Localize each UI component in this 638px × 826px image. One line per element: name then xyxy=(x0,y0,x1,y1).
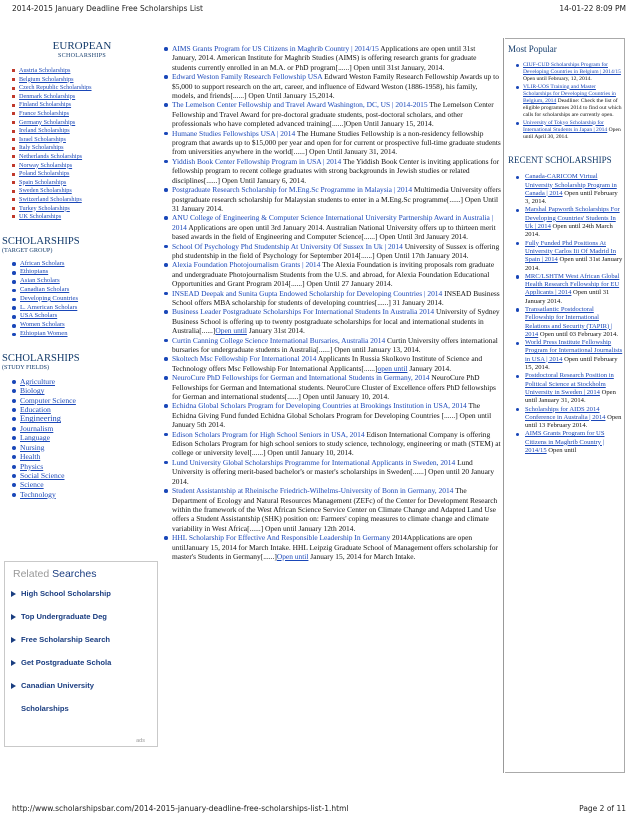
scholarship-description: Curtin University offers international bursaries for undergraduate students in Australia[......] Open until January 13, 2014. xyxy=(172,335,498,354)
study-field-link[interactable]: Technology xyxy=(12,490,158,499)
recent-scholarship-item xyxy=(516,306,624,339)
recent-scholarship-link[interactable]: World Press Institute Fellowship Program for International Journalists in USA | 2014 xyxy=(525,339,623,363)
recent-scholarship-deadline: Open until 03 February 2014. xyxy=(538,330,619,338)
target-group-link[interactable]: Ethiopian Women xyxy=(12,330,158,339)
recent-scholarship-item xyxy=(516,406,624,431)
scholarship-description: 2014Applications are open untilJanuary 15, 2014 for March Intake. HHL Leipzig Graduate School of Management offers scholarship for master's Students in Germany[......] xyxy=(172,533,498,561)
scholarship-entry xyxy=(163,401,501,429)
scholarship-entry xyxy=(163,213,501,241)
scholarship-description: The Humane Studies Fellowship is a non-residency fellowship program that awards up to $15,000 per year and open for for current or prospective full-time graduate students from universities anywhere in the world[......] Open Until January 31, 2014. xyxy=(172,128,501,157)
scholarship-description: Applications are open until 31st January, 2014. American Institute for Maghrib Studies (AIMS) is offering research grants for graduate students currently enrolled in an M.A. or PhD program[......] Open until 31st January, 2014. xyxy=(172,44,477,72)
recent-scholarship-item xyxy=(516,173,624,206)
recent-scholarship-item xyxy=(516,206,624,239)
scholarship-entry xyxy=(163,129,501,157)
european-scholarship-link[interactable]: Norway Scholarships xyxy=(12,162,158,171)
recent-scholarship-deadline: Open until 31 January 2014. xyxy=(525,289,610,305)
scholarship-description: The Lemelson Center Fellowship and Travel Award for pre-doctoral graduate students, post-doctoral scholars, and other professionals who have completed advanced training[......]Open Until January 15, 2014. xyxy=(172,100,494,129)
target-group-link[interactable]: Asian Scholars xyxy=(12,277,158,286)
european-scholarship-link[interactable]: Belgium Scholarships xyxy=(12,76,158,85)
recent-scholarship-link[interactable]: Marshal Papworth Scholarships For Developing Countries' Students In Uk | 2014 xyxy=(525,206,620,231)
recent-scholarship-deadline: Open until 31st January 2014. xyxy=(525,256,623,272)
study-field-link[interactable]: Physics xyxy=(12,462,158,471)
scholarship-title-link[interactable]: Lund University Global Scholarships Programme for International Applicants in Sweden, 2014 xyxy=(172,457,456,467)
related-search-link[interactable]: Canadian University xyxy=(5,681,157,704)
recent-scholarship-item xyxy=(516,430,624,455)
scholarship-entry xyxy=(163,242,501,261)
study-field-link[interactable]: Social Science xyxy=(12,471,158,480)
open-until-link[interactable]: open until xyxy=(377,363,408,373)
related-search-link[interactable]: Top Undergraduate Deg xyxy=(5,612,157,635)
most-popular-deadline: Deadline: Check the list of eligible programmes 2014 to find out which calls for scholarships are currently open. xyxy=(523,98,622,119)
scholarship-entry xyxy=(163,44,501,72)
scholarship-entry xyxy=(163,289,501,308)
most-popular-deadline: Open until February, 12, 2014. xyxy=(523,76,592,83)
recent-scholarship-item xyxy=(516,240,624,273)
recent-list xyxy=(516,173,624,455)
recent-scholarship-link[interactable]: Fully Funded Phd Positions At University Carlos Iii Of Madrid In Spain | 2014 xyxy=(525,239,617,264)
scholarship-entry xyxy=(163,430,501,458)
scholarship-title-link[interactable]: Skoltech Msc Fellowship For International 2014 xyxy=(172,354,317,364)
target-group-link[interactable]: Canadian Scholars xyxy=(12,286,158,295)
scholarship-entry xyxy=(163,185,501,213)
related-search-link[interactable]: Free Scholarship Search xyxy=(5,635,157,658)
scholarship-description: The Echidna Giving Fund funded Echidna Global Scholars Program for Developing Countries [......] Open until January 5th 2014. xyxy=(172,401,492,430)
scholarship-deadline: January 2014. xyxy=(407,363,452,373)
scholarship-title-link[interactable]: Business Leader Postgraduate Scholarships For International Students In Australia 2014 xyxy=(172,307,435,317)
scholarship-title-link[interactable]: Humane Studies Fellowships USA | 2014 xyxy=(172,128,296,138)
scholarship-description: INSEAD Business School offers MBA scholarship for students of developing countries[......] 31 January 2014. xyxy=(172,288,500,307)
most-popular-link[interactable]: VLIR-UOS Training and Master Scholarships for Developing Countries in Belgium, 2014 xyxy=(523,83,616,105)
scholarship-title-link[interactable]: NeuroCure PhD Fellowships for German and International Students in Germany, 2014 xyxy=(172,373,430,383)
target-group-link[interactable]: African Scholars xyxy=(12,260,158,269)
recent-heading: RECENT SCHOLARSHIPS xyxy=(508,155,612,166)
study-field-link[interactable]: Language xyxy=(12,433,158,442)
study-field-link[interactable]: Computer Science xyxy=(12,396,158,405)
european-scholarship-link[interactable]: Denmark Scholarships xyxy=(12,93,158,102)
target-group-subheading: (TARGET GROUP) xyxy=(2,246,53,254)
scholarship-entry xyxy=(163,486,501,533)
target-group-list xyxy=(12,260,158,339)
most-popular-link[interactable]: CIUF-CUD Scholarships Program for Developing Countries in Belgium | 2014/15 xyxy=(523,62,621,76)
european-scholarship-link[interactable]: Israel Scholarships xyxy=(12,136,158,145)
study-fields-subheading: (STUDY FIELDS) xyxy=(2,363,50,371)
scholarship-title-link[interactable]: Student Assistantship at Rheinische Friedrich-Wilhelms-University of Bonn in Germany, 2014 xyxy=(172,486,454,496)
scholarship-title-link[interactable]: Edison Scholars Program for High School Seniors in USA, 2014 xyxy=(172,429,365,439)
recent-scholarship-deadline: Open until February 3, 2014. xyxy=(525,189,618,206)
left-sidebar xyxy=(0,40,158,499)
scholarship-description: University of Sydney Business School is offering up to twenty postgraduate scholarships for local and international students in Australia[......] xyxy=(172,307,500,336)
recent-scholarship-deadline: Open until 24th March 2014. xyxy=(525,223,613,239)
scholarship-description: The Department of Ecology and Natural Resources Management (ZEFc) of the Center for Development Research within the framework of the West African Science Service Center on Climate Change and Adapted Land Use offers a Student Assistantship (SHK) position on: Farmers' coping measures to climate change and climate variability in West Africa[......] Open until January 12th 2014. xyxy=(172,486,498,533)
target-group-link[interactable]: Women Scholars xyxy=(12,321,158,330)
print-url: http://www.scholarshipsbar.com/2014-2015-january-deadline-free-scholarships-list-1.html xyxy=(12,804,349,813)
european-scholarship-link[interactable]: Switzerland Scholarships xyxy=(12,196,122,205)
scholarship-title-link[interactable]: Echidna Global Scholars Program for Developing Countries at Brookings Institution in USA, 2014 xyxy=(172,401,467,411)
scholarship-description: Applications are open until 3rd January 2014. Australian National University offers up to thirteen merit based awards in the field of Engineering and Computer Science[......] Open Until 3rd January 2014. xyxy=(172,222,496,242)
recent-scholarship-link[interactable]: Postdoctoral Research Position in Political Science at Stockholm University in Sweden | 2014 xyxy=(525,372,614,396)
european-scholarship-link[interactable]: Czech Republic Scholarships xyxy=(12,84,122,93)
study-field-link[interactable]: Health xyxy=(12,452,158,461)
scholarship-title-link[interactable]: Yiddish Book Center Fellowship Program in USA | 2014 xyxy=(172,156,342,166)
study-field-link[interactable]: Education xyxy=(12,405,158,414)
european-scholarship-link[interactable]: UK Scholarships xyxy=(12,213,158,222)
scholarship-title-link[interactable]: Alexia Foundation Photojournalism Grants | 2014 xyxy=(172,260,321,270)
study-fields-list xyxy=(12,377,158,499)
recent-scholarship-deadline: Open until February 15, 2014. xyxy=(525,355,618,372)
scholarship-title-link[interactable]: School Of Psychology Phd Studentship At University Of Sussex In Uk | 2014 xyxy=(172,241,403,251)
scholarship-title-link[interactable]: ANU College of Engineering & Computer Science International University Partnership Award in Australia | 2014 xyxy=(172,213,494,232)
scholarship-description: NeuroCure PhD Fellowships for German and International students. NeuroCure Cluster of Excellence offers PhD fellowships for German and international students[......] Open until January 10, 2014. xyxy=(172,373,496,402)
scholarship-list xyxy=(163,44,501,561)
european-scholarship-link[interactable]: France Scholarships xyxy=(12,110,158,119)
european-scholarship-link[interactable]: Turkey Scholarships xyxy=(12,205,158,214)
study-field-link[interactable]: Biology xyxy=(12,386,158,395)
recent-scholarship-link[interactable]: Canada-CARICOM Virtual University Scholarship Program in Canada | 2014 xyxy=(525,173,617,197)
target-group-link[interactable]: USA Scholars xyxy=(12,312,158,321)
scholarship-description: Edward Weston Family Research Fellowship Awards up to $5,000 to support research on the art, career, and influence of Edward Weston (1886-1958), his family, models, and friends[......] Open Until January 15,2014. xyxy=(172,72,499,101)
related-searches-list xyxy=(5,589,157,727)
most-popular-item xyxy=(516,120,624,142)
scholarship-title-link[interactable]: Postgraduate Research Scholarship for M.Eng.Sc Programme in Malaysia | 2014 xyxy=(172,185,413,195)
european-list xyxy=(12,67,158,222)
recent-scholarship-link[interactable]: Scholarships for AIDS 2014 Conference in Australia | 2014 xyxy=(525,405,606,421)
scholarship-description: University of Sussex is offering phd studentship in the field of Psychology for September 2014[......] Open Until 17th January 2014. xyxy=(172,241,500,260)
european-scholarship-link[interactable]: Netherlands Scholarships xyxy=(12,153,122,162)
european-scholarship-link[interactable]: Ireland Scholarships xyxy=(12,127,158,136)
scholarship-title-link[interactable]: The Lemelson Center Fellowship and Travel Award Washington, DC, US | 2014-2015 xyxy=(172,100,428,110)
european-scholarship-link[interactable]: Sweden Scholarships xyxy=(12,187,158,196)
target-group-heading: SCHOLARSHIPS xyxy=(2,235,80,247)
recent-scholarship-item xyxy=(516,339,624,372)
recent-scholarship-link[interactable]: AIMS Grants Program for US Citizens in Maghrib Country | 2014/15 xyxy=(525,430,605,455)
print-footer xyxy=(12,804,626,816)
study-field-link[interactable]: Agriculture xyxy=(12,377,158,386)
scholarship-title-link[interactable]: Edward Weston Family Research Fellowship USA xyxy=(172,72,323,82)
most-popular-link[interactable]: University of Tokyo Scholarship for International Students in Japan | 2014 xyxy=(523,119,608,133)
study-field-link[interactable]: Nursing xyxy=(12,443,158,452)
most-popular-heading: Most Popular xyxy=(508,44,557,54)
study-fields-heading: SCHOLARSHIPS xyxy=(2,352,80,364)
scholarship-title-link[interactable]: HHL Scholarship For Effective And Responsible Leadership In Germany xyxy=(172,533,391,543)
recent-scholarship-item xyxy=(516,273,624,306)
scholarship-description: Multimedia University offers postgraduate research scholarship for Malaysian students to enter in a M.Eng.Sc programme[......] Open Until 31 January 2014. xyxy=(172,185,501,213)
scholarship-description: The Alexia Foundation is inviting proposals rom graduate and undergraduate Photojournalism Students from the U.S. and abroad, for Alexia Foundation Educational Opportunities and Grant Program 2014[......] Open Until 27 January 2014. xyxy=(172,260,495,289)
recent-scholarship-link[interactable]: MRC/LSHTM West African Global Health Research Fellowship for EU Applicants | 2014 xyxy=(525,272,620,297)
target-group-link[interactable]: L. American Scholars xyxy=(12,304,158,313)
recent-scholarship-item xyxy=(516,372,624,405)
open-until-link[interactable]: Open until xyxy=(215,326,247,336)
study-field-link[interactable]: Journalism xyxy=(12,424,158,433)
recent-scholarship-deadline: Open until xyxy=(546,447,577,455)
print-header xyxy=(12,4,626,16)
print-page-number: Page 2 of 11 xyxy=(579,804,626,813)
scholarship-entry xyxy=(163,307,501,335)
most-popular-deadline: Open until April 30, 2014. xyxy=(523,126,621,141)
scholarship-description: Edison International Company is offering Edison Scholars Program for high school seniors to study science, technology, engineering or math (STEM) at college or university level[......] Open until January 10, 2014. xyxy=(172,429,501,458)
european-heading: EUROPEAN xyxy=(52,40,112,52)
related-search-link[interactable]: Scholarships xyxy=(21,704,69,713)
target-group-link[interactable]: Ethiopians xyxy=(12,268,158,277)
scholarship-title-link[interactable]: AIMS Grants Program for US Citizens in Maghrib Country | 2014/15 xyxy=(172,44,379,53)
related-searches-box xyxy=(4,561,158,747)
european-scholarship-link[interactable]: Germany Scholarships xyxy=(12,119,158,128)
european-scholarship-link[interactable]: Finland Scholarships xyxy=(12,101,158,110)
scholarship-entry xyxy=(163,100,501,128)
print-datetime: 14-01-22 8:09 PM xyxy=(559,4,626,13)
scholarship-entry xyxy=(163,72,501,100)
scholarship-entry xyxy=(163,157,501,185)
scholarship-entry xyxy=(163,373,501,401)
scholarship-description: Lund University is offering merit-based bachelor's or master's scholarships in Sweden[......] Open until 20 January 2014. xyxy=(172,457,495,486)
scholarship-deadline: January 31st 2014. xyxy=(246,326,305,336)
target-group-link[interactable]: Developing Countries xyxy=(12,295,158,304)
study-field-link[interactable]: Science xyxy=(12,480,158,489)
scholarship-entry xyxy=(163,260,501,288)
ads-label: ads xyxy=(136,738,145,744)
most-popular-item xyxy=(516,84,624,120)
scholarship-title-link[interactable]: Curtin Canning College Science International Bursaries, Australia 2014 xyxy=(172,335,386,345)
open-until-link[interactable]: Open until xyxy=(276,551,309,561)
scholarship-title-link[interactable]: INSEAD Deepak and Sunita Gupta Endowed Scholarship for Developing Countries | 2014 xyxy=(172,288,443,298)
related-search-link[interactable]: Get Postgraduate Schola xyxy=(5,658,157,681)
scholarship-description: The Yiddish Book Center is inviting applications for fellowship program to recent college graduates with strong backgrounds in Jewish studies or related disciplines[......] Open Until January 6, 2014. xyxy=(172,156,500,185)
recent-scholarship-link[interactable]: Transatlantic Postdoctoral Fellowship for International Relations and Security (TAPIR) | 2014 xyxy=(525,305,613,338)
european-subheading: SCHOLARSHIPS xyxy=(58,53,106,59)
related-search-link[interactable]: High School Scholarship xyxy=(5,589,157,612)
most-popular-item xyxy=(516,62,624,84)
european-scholarship-link[interactable]: Spain Scholarships xyxy=(12,179,158,188)
scholarship-entry xyxy=(163,354,501,373)
column-divider xyxy=(503,38,504,773)
print-title: 2014-2015 January Deadline Free Scholarships List xyxy=(12,4,203,13)
study-field-link[interactable]: Engineering xyxy=(12,414,158,423)
scholarship-deadline: January 15, 2014 for March Intake. xyxy=(308,551,416,561)
recent-scholarship-deadline: Open until 13 February 2014. xyxy=(525,413,622,430)
european-scholarship-link[interactable]: Poland Scholarships xyxy=(12,170,158,179)
scholarship-description: Applicants In Russia Skolkovo Institute of Science and Technology offers Msc Fellowship For International Applicants[......] xyxy=(172,354,483,373)
scholarship-entry xyxy=(163,533,501,561)
right-sidebar xyxy=(505,38,625,773)
scholarship-entry xyxy=(163,336,501,355)
scholarship-entry xyxy=(163,458,501,486)
recent-scholarship-deadline: Open until January 31, 2014. xyxy=(525,388,616,405)
european-scholarship-link[interactable]: Austria Scholarships xyxy=(12,67,158,76)
european-scholarship-link[interactable]: Italy Scholarships xyxy=(12,144,158,153)
most-popular-list xyxy=(516,62,624,141)
related-searches-title: Related Searches xyxy=(13,568,97,580)
